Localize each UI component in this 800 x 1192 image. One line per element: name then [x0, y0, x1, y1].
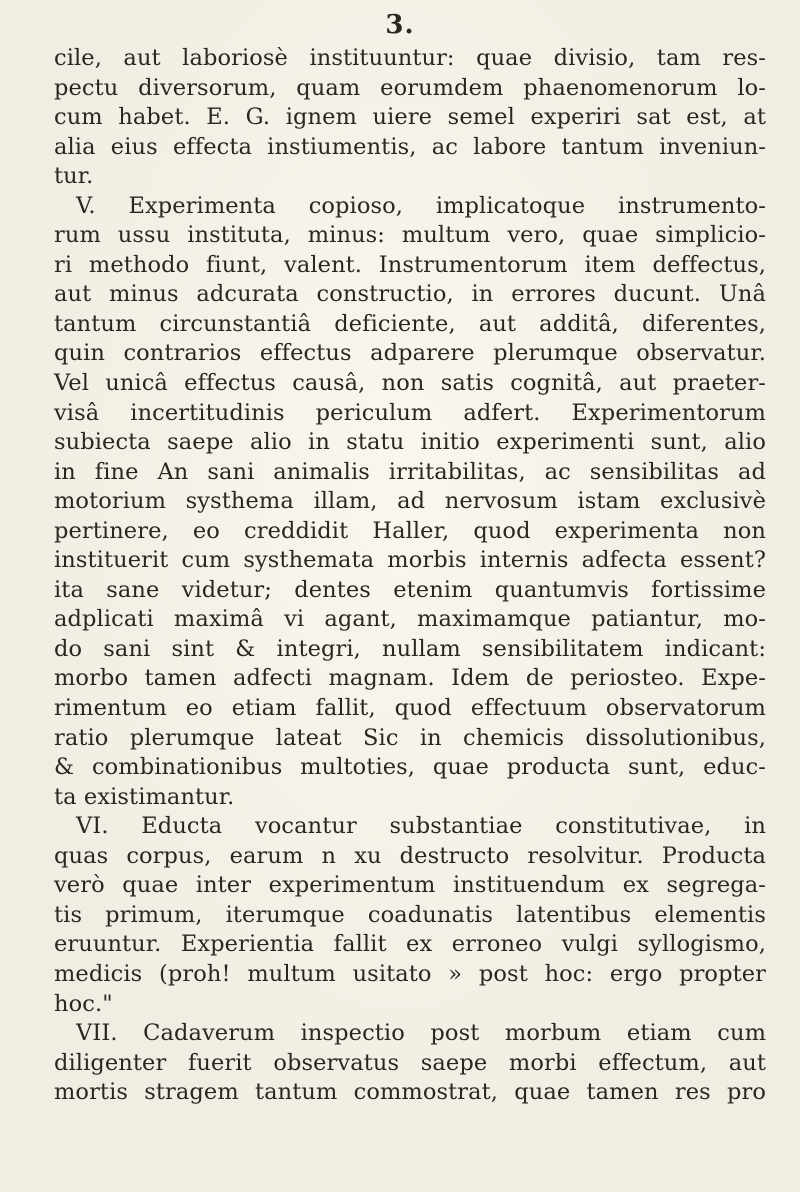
text-line: ratio plerumque lateat Sic in chemicis dissolutionibus,: [54, 724, 766, 751]
text-line: & combinationibus multoties, quae producta sunt, educ-: [54, 754, 766, 781]
page-number: 3.: [385, 10, 415, 40]
text-line: tur.: [54, 163, 94, 190]
body-text: [54, 44, 766, 1108]
text-line: instituerit cum systhemata morbis internis adfecta essent?: [54, 547, 766, 574]
text-line: pectu diversorum, quam eorumdem phaenomenorum lo-: [54, 74, 766, 101]
text-line: aut minus adcurata constructio, in errores ducunt. Unâ: [54, 281, 766, 308]
text-line: rimentum eo etiam fallit, quod effectuum observatorum: [54, 695, 766, 722]
text-line: ta existimantur.: [54, 783, 235, 810]
text-line: alia eius effecta instiumentis, ac labore tantum inveniun-: [54, 133, 766, 160]
text-line: pertinere, eo creddidit Haller, quod experimenta non: [54, 517, 766, 544]
text-line: cum habet. E. G. ignem uiere semel experiri sat est, at: [54, 104, 766, 131]
text-line: ita sane videtur; dentes etenim quantumvis fortissime: [54, 576, 766, 603]
text-line: cile, aut laboriosè instituuntur: quae divisio, tam res-: [54, 45, 766, 71]
text-line: in fine An sani animalis irritabilitas, ac sensibilitas ad: [54, 458, 766, 485]
text-line: verò quae inter experimentum instituendum ex segrega-: [54, 872, 766, 899]
text-line: morbo tamen adfecti magnam. Idem de periosteo. Expe-: [54, 665, 766, 692]
text-line: quas corpus, earum n xu destructo resolvitur. Producta: [54, 842, 766, 869]
text-line: VI. Educta vocantur substantiae constitutivae, in: [76, 813, 766, 840]
text-line: subiecta saepe alio in statu initio experimenti sunt, alio: [54, 429, 766, 456]
text-line: V. Experimenta copioso, implicatoque instrumento-: [76, 192, 766, 219]
text-line: ri methodo fiunt, valent. Instrumentorum item deffectus,: [54, 251, 766, 278]
text-line: tantum circunstantiâ deficiente, aut additâ, diferentes,: [54, 310, 766, 337]
text-line: visâ incertitudinis periculum adfert. Experimentorum: [54, 399, 766, 426]
text-line: eruuntur. Experientia fallit ex erroneo vulgi syllogismo,: [54, 931, 766, 958]
text-line: diligenter fuerit observatus saepe morbi effectum, aut: [54, 1049, 766, 1076]
text-line: adplicati maximâ vi agant, maximamque patiantur, mo-: [54, 606, 766, 633]
text-line: mortis stragem tantum commostrat, quae tamen res pro: [54, 1079, 766, 1106]
text-line: motorium systhema illam, ad nervosum istam exclusivè: [54, 488, 766, 515]
text-line: do sani sint & integri, nullam sensibilitatem indicant:: [54, 635, 766, 662]
text-line: tis primum, iterumque coadunatis latentibus elementis: [54, 901, 766, 928]
text-line: rum ussu instituta, minus: multum vero, quae simplicio-: [54, 222, 766, 249]
text-line: Vel unicâ effectus causâ, non satis cognitâ, aut praeter-: [54, 370, 766, 397]
text-line: medicis (proh! multum usitato » post hoc: ergo propter: [54, 960, 766, 987]
text-line: hoc.": [54, 990, 113, 1017]
text-line: quin contrarios effectus adparere plerumque observatur.: [54, 340, 766, 367]
text-line: VII. Cadaverum inspectio post morbum etiam cum: [76, 1020, 766, 1047]
